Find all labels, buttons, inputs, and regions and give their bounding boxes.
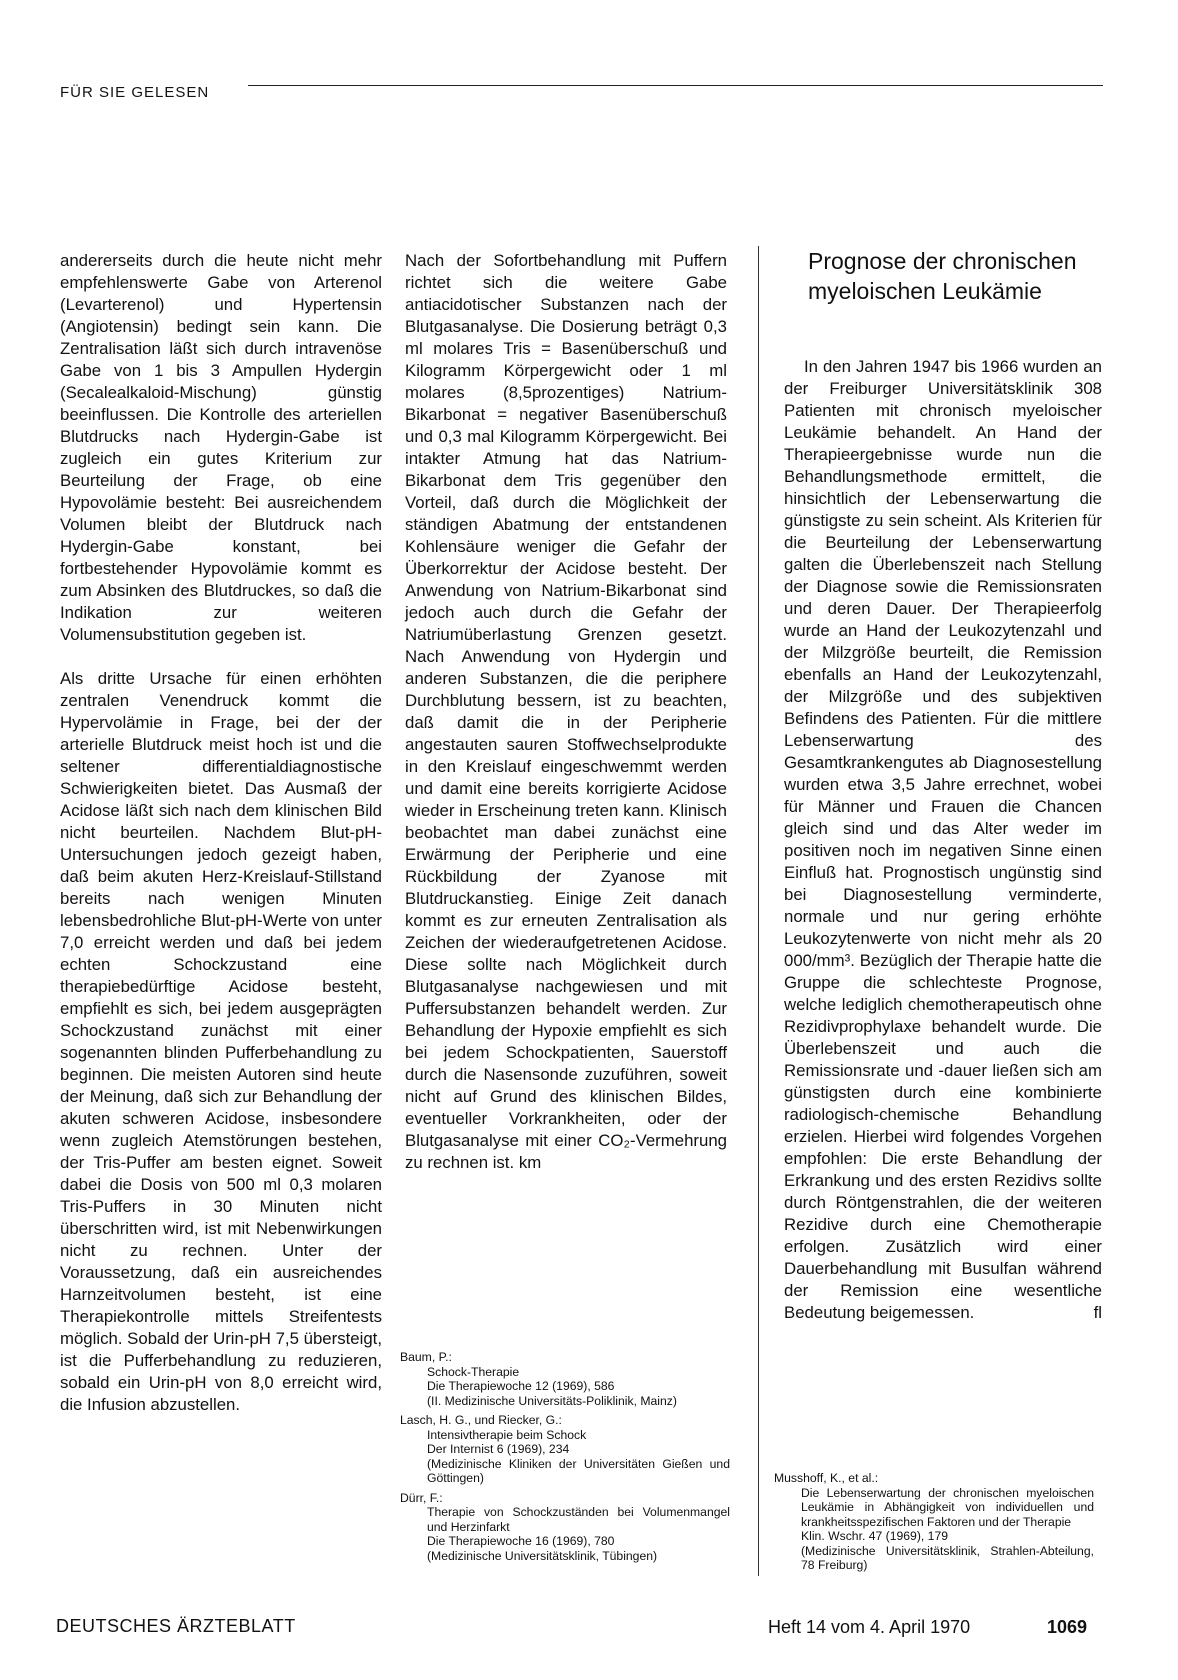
reference — [400, 1491, 730, 1564]
column-middle — [405, 250, 727, 1174]
paragraph: Als dritte Ursache für einen erhöhten zentralen Venendruck kommt die Hypervolämie in Frage, bei der der arterielle Blutdruck meist hoch ist und die seltener differentialdiagnostische Schwierigkeiten bietet. Das Ausmaß der Acidose läßt sich nach dem klinischen Bild nicht beurteilen. Nachdem Blut-pH-Untersuchungen jedoch gezeigt haben, daß beim akuten Herz-Kreislauf-Stillstand bereits nach wenigen Minuten lebensbedrohliche Blut-pH-Werte von unter 7,0 erreicht werden und daß bei jedem echten Schockzustand eine therapiebedürftige Acidose besteht, empfiehlt es sich, bei jedem ausgeprägten Schockzustand zunächst mit einer sogenannten blinden Pufferbehandlung zu beginnen. Die meisten Autoren sind heute der Meinung, daß sich zur Behandlung der akuten schweren Acidose, insbesondere wenn zugleich Atemstörungen bestehen, der Tris-Puffer am besten eignet. Soweit dabei die Dosis von 500 ml 0,3 molaren Tris-Puffers in 30 Minuten nicht überschritten wird, ist mit Nebenwirkungen nicht zu rechnen. Unter der Voraussetzung, daß ein ausreichendes Harnzeitvolumen besteht, ist eine Therapiekontrolle mittels Streifentests möglich. Sobald der Urin-pH 7,5 übersteigt, ist die Pufferbehandlung zu reduzieren, sobald ein Urin-pH von 8,0 erreicht wird, die Infusion abzustellen. — [60, 669, 382, 1414]
reference-line: Intensivtherapie beim Schock — [427, 1427, 587, 1442]
issue-info: Heft 14 vom 4. April 1970 — [768, 1617, 971, 1637]
paragraph-text: In den Jahren 1947 bis 1966 wurden an der Freiburger Universitätsklinik 308 Patienten mit chronisch myeloischer Leukämie behandelt. An Hand der Therapieergebnisse wurde nun die Behandlungsmethode ermittelt, die hinsichtlich der Lebenserwartung die günstigste zu sein scheint. Als Kriterien für die Beurteilung der Lebenserwartung galten die Überlebenszeit nach Stellung der Diagnose sowie die Remissionsraten und deren Dauer. Der Therapieerfolg wurde an Hand der Leukozytenzahl und der Milzgröße beurteilt, die Remission ebenfalls an Hand der Leukozytenzahl, der Milzgröße und des subjektiven Befindens des Patienten. Für die mittlere Lebenserwartung des Gesamtkrankengutes ab Diagnosestellung wurden etwa 3,5 Jahre errechnet, wobei für Männer und Frauen die Chancen gleich sind und das Alter weder im positiven noch im negativen Sinne einen Einfluß hat. Prognostisch ungünstig sind bei Diagnosestellung verminderte, normale und nur gering erhöhte Leukozytenwerte von nicht mehr als 20 000/mm³. Bezüglich der Therapie hatte die Gruppe die schlechteste Prognose, welche lediglich chemotherapeutisch ohne Rezidivprophylaxe behandelt wurde. Die Überlebenszeit und auch die Remissionsrate und -dauer ließen sich am günstigsten durch eine kombinierte radiologisch-chemische Behandlung erzielen. Hierbei wird folgendes Vorgehen empfohlen: Die erste Behandlung der Erkrankung und des ersten Rezidivs sollte durch Röntgenstrahlen, die der weiteren Rezidive durch eine Chemotherapie erfolgen. Zusätzlich wird einer Dauerbehandlung mit Busulfan während der Remission eine wesentliche Bedeutung beigemessen. — [784, 357, 1102, 1322]
journal-name: DEUTSCHES ÄRZTEBLATT — [56, 1616, 296, 1636]
reference-line: Die Therapiewoche 12 (1969), 586 — [427, 1379, 615, 1393]
references-middle — [400, 1350, 730, 1563]
column-right — [784, 356, 1102, 1324]
reference-line: (II. Medizinische Universitäts-Poliklinik, Mainz) — [427, 1393, 677, 1408]
reference-line: Die Therapiewoche 16 (1969), 780 — [427, 1534, 615, 1548]
references-right — [774, 1471, 1094, 1573]
reference-line: Therapie von Schockzuständen bei Volumenmangel und Herzinfarkt — [427, 1505, 730, 1534]
reference-author: Musshoff, K., et al.: — [774, 1471, 879, 1485]
reference-line: Klin. Wschr. 47 (1969), 179 — [801, 1529, 948, 1543]
reference-author: Lasch, H. G., und Riecker, G.: — [400, 1413, 562, 1427]
paragraph — [405, 250, 727, 1174]
reference-line: Die Lebenserwartung der chronischen myeloischen Leukämie in Abhängigkeit von individuellen und krankheitsspezifischen Faktoren und der Therapie — [801, 1485, 1094, 1529]
reference-line: (Medizinische Universitätsklinik, Strahlen-Abteilung, 78 Freiburg) — [801, 1543, 1094, 1572]
article-title: Prognose der chronischen myeloischen Leukämie — [808, 248, 1077, 304]
header-rule — [248, 85, 1103, 86]
reference — [400, 1350, 730, 1408]
reference — [774, 1471, 1094, 1573]
page-number: 1069 — [1047, 1617, 1088, 1637]
reference-line: (Medizinische Universitätsklinik, Tübingen) — [427, 1548, 658, 1563]
section-label: FÜR SIE GELESEN — [60, 84, 210, 101]
reference-author: Dürr, F.: — [400, 1490, 443, 1505]
paragraph: andererseits durch die heute nicht mehr empfehlenswerte Gabe von Arterenol (Levarterenol) und Hypertensin (Angiotensin) bedingt sein kann. Die Zentralisation läßt sich durch intravenöse Gabe von 1 bis 3 Ampullen Hydergin (Secalealkaloid-Mischung) günstig beeinflussen. Die Kontrolle des arteriellen Blutdrucks nach Hydergin-Gabe ist zugleich ein gutes Kriterium zur Beurteilung der Frage, ob eine Hypovolämie besteht: Bei ausreichendem Volumen bleibt der Blutdruck nach Hydergin-Gabe konstant, bei fortbestehender Hypovolämie kommt es zum Absinken des Blutdruckes, so daß die Indikation zur weiteren Volumensubstitution gegeben ist. — [60, 251, 382, 644]
reference-line: (Medizinische Kliniken der Universitäten Gießen und Göttingen) — [427, 1456, 730, 1485]
column-left — [60, 250, 382, 1416]
paragraph — [784, 356, 1102, 1324]
reference-line: Schock-Therapie — [427, 1364, 520, 1379]
column-divider — [758, 246, 759, 1576]
reference — [400, 1413, 730, 1486]
reference-line: Der Internist 6 (1969), 234 — [427, 1442, 570, 1456]
paragraph-text: Nach der Sofortbehandlung mit Puffern richtet sich die weitere Gabe antiacidotischer Substanzen nach der Blutgasanalyse. Die Dosierung beträgt 0,3 ml molares Tris = Basenüberschuß und Kilogramm Körpergewicht oder 1 ml molares (8,5prozentiges) Natrium-Bikarbonat = negativer Basenüberschuß und 0,3 mal Kilogramm Körpergewicht. Bei intakter Atmung hat das Natrium-Bikarbonat dem Tris gegenüber den Vorteil, daß durch die Möglichkeit der ständigen Abatmung der entstandenen Kohlensäure weniger die Gefahr der Überkorrektur der Acidose besteht. Der Anwendung von Natrium-Bikarbonat sind jedoch auch durch die Gefahr der Natriumüberlastung Grenzen gesetzt. Nach Anwendung von Hydergin und anderen Substanzen, die die periphere Durchblutung bessern, ist zu beachten, daß damit die in der Peripherie angestauten sauren Stoffwechselprodukte in den Kreislauf eingeschwemmt werden und damit eine bereits korrigierte Acidose wieder in Erscheinung treten kann. Klinisch beobachtet man dabei zunächst eine Erwärmung der Peripherie und eine Rückbildung der Zyanose mit Blutdruckanstieg. Einige Zeit danach kommt es zur erneuten Zentralisation als Zeichen der wiederaufgetretenen Acidose. Diese sollte nach Möglichkeit durch Blutgasanalyse nachgewiesen und mit Puffersubstanzen behandelt werden. Zur Behandlung der Hypoxie empfiehlt es sich bei jedem Schockpatienten, Sauerstoff durch die Nasensonde zuzuführen, soweit nicht auf Grund des klinischen Bildes, eventueller Vorkrankheiten, oder der Blutgasanalyse mit einer CO₂-Vermehrung zu rechnen ist. — [405, 251, 727, 1172]
reference-author: Baum, P.: — [400, 1350, 452, 1364]
author-initials: km — [518, 1153, 542, 1172]
author-initials: fl — [1093, 1303, 1102, 1322]
